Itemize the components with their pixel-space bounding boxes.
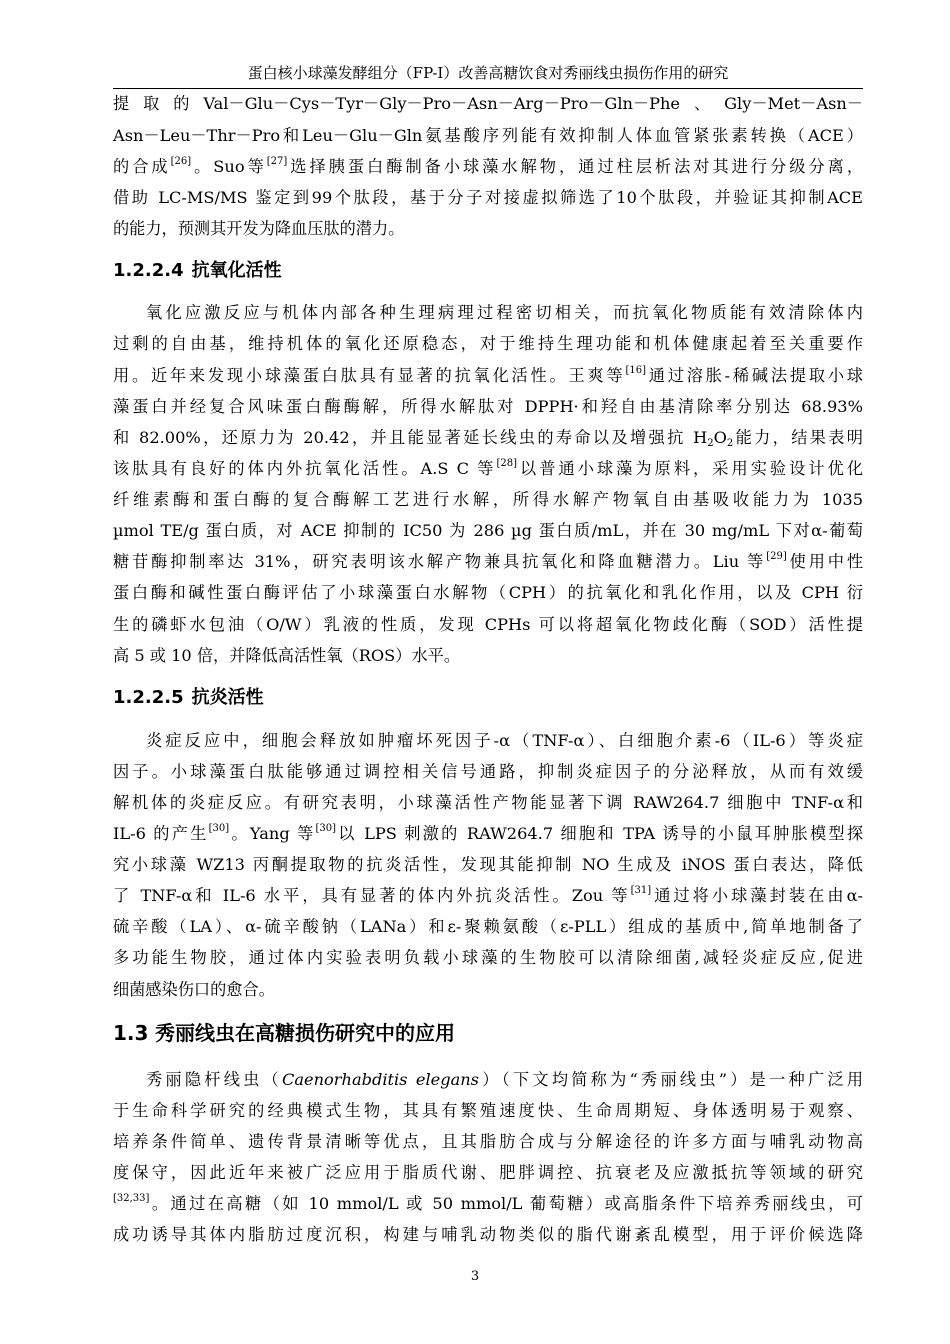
citation: [30] <box>208 823 230 834</box>
body-text-line: 过剩的自由基，维持机体的氧化还原稳态，对于维持生理功能和机体健康起着至关重要作 <box>113 334 863 353</box>
citation: [16] <box>625 365 646 376</box>
citation: [28] <box>496 458 517 469</box>
section-heading: 1.3 秀丽线虫在高糖损伤研究中的应用 <box>113 1021 455 1045</box>
body-text-line: 了 TNF-α和 IL-6 水平，具有显著的体内外抗炎活性。Zou 等[31]通过将小球藻封装在由α- <box>113 885 863 905</box>
body-text-line: [32,33]。通过在高糖（如 10 mmol/L 或 50 mmol/L 葡萄糖）或高脂条件下培养秀丽线虫，可 <box>113 1193 863 1213</box>
body-text-line: 炎症反应中，细胞会释放如肿瘤坏死因子-α（TNF-α）、白细胞介素-6（IL-6）等炎症 <box>146 731 863 750</box>
citation: [27] <box>266 156 288 167</box>
body-text-line: 硫辛酸（LA）、α-硫辛酸钠（LANa）和ε-聚赖氨酸（ε-PLL）组成的基质中,简单地制备了 <box>113 917 863 936</box>
body-text-line: 借助 LC-MS/MS 鉴定到99个肽段，基于分子对接虚拟筛选了10个肽段，并验证其抑制ACE <box>113 188 863 207</box>
page-number: 3 <box>470 1269 480 1284</box>
body-text-line: 提取的Val－Glu－Cys－Tyr－Gly－Pro－Asn－Arg－Pro－Gln－Phe、Gly－Met－Asn－ <box>113 94 863 113</box>
body-text-line: 解机体的炎症反应。有研究表明，小球藻活性产物能显著下调 RAW264.7 细胞中 TNF-α和 <box>113 793 863 812</box>
body-text-line: Asn－Leu－Thr－Pro和Leu－Glu－Gln氨基酸序列能有效抑制人体血管紧张素转换（ACE） <box>113 126 863 145</box>
body-text-line: 度保守，因此近年来被广泛应用于脂质代谢、肥胖调控、抗衰老及应激抵抗等领域的研究 <box>113 1163 863 1182</box>
body-text-line: µmol TE/g 蛋白质，对 ACE 抑制的 IC50 为 286 µg 蛋白质/mL，并在 30 mg/mL 下对α-葡萄 <box>113 521 863 540</box>
body-text-line: 究小球藻 WZ13 丙酮提取物的抗炎活性，发现其能抑制 NO 生成及 iNOS 蛋白表达，降低 <box>113 855 863 874</box>
body-text-line: 糖苷酶抑制率达 31%，研究表明该水解产物兼具抗氧化和降血糖潜力。Liu 等[29]使用中性 <box>113 551 864 571</box>
citation: [31] <box>630 885 652 896</box>
body-text-line: 的合成[26]。Suo等[27]选择胰蛋白酶制备小球藻水解物，通过柱层析法对其进行分级分离， <box>113 156 864 176</box>
body-text-line: 细菌感染伤口的愈合。 <box>113 980 275 999</box>
body-text-line: 藻蛋白并经复合风味蛋白酶酶解，所得水解肽对 DPPH·和羟自由基清除率分别达 68.93% <box>113 397 863 416</box>
citation: [26] <box>170 156 192 167</box>
body-text-line: 和 82.00%，还原力为 20.42，并且能显著延长线虫的寿命以及增强抗 $H_2O_2$能力，结果表明 <box>113 428 863 449</box>
body-text-line: 培养条件简单、遗传背景清晰等优点，且其脂肪合成与分解途径的许多方面与哺乳动物高 <box>113 1132 863 1151</box>
section-heading: 1.2.2.5 抗炎活性 <box>113 687 264 708</box>
species-name: Caenorhabditis elegans <box>282 1070 479 1089</box>
section-heading: 1.2.2.4 抗氧化活性 <box>113 260 282 281</box>
body-text-line: 该肽具有良好的体内外抗氧化活性。A.S C 等[28]以普通小球藻为原料，采用实验设计优化 <box>113 458 864 478</box>
body-text-line: 多功能生物胶，通过体内实验表明负载小球藻的生物胶可以清除细菌,减轻炎症反应,促进 <box>113 948 863 967</box>
header-rule <box>113 88 863 89</box>
body-text-line: 于生命科学研究的经典模式生物，其具有繁殖速度快、生命周期短、身体透明易于观察、 <box>113 1101 863 1120</box>
body-text-line: 用。近年来发现小球藻蛋白肽具有显著的抗氧化活性。王爽等[16]通过溶胀-稀碱法提取小球 <box>113 365 863 385</box>
body-text-line: 纤维素酶和蛋白酶的复合酶解工艺进行水解，所得水解产物氧自由基吸收能力为 1035 <box>113 490 863 509</box>
running-header: 蛋白核小球藻发酵组分（FP-I）改善高糖饮食对秀丽线虫损伤作用的研究 <box>247 64 729 82</box>
citation: [32,33] <box>113 1193 150 1204</box>
body-text-line: 秀丽隐杆线虫（Caenorhabditis elegans）（下文均简称为“秀丽线虫”）是一种广泛用 <box>146 1070 864 1089</box>
body-text-line: 蛋白酶和碱性蛋白酶评估了小球藻蛋白水解物（CPH）的抗氧化和乳化作用，以及 CPH 衍 <box>113 583 863 602</box>
body-text-line: 生的磷虾水包油（O/W）乳液的性质，发现 CPHs 可以将超氧化物歧化酶（SOD）活性提 <box>113 615 863 634</box>
body-text-line: 高 5 或 10 倍，并降低高活性氧（ROS）水平。 <box>113 646 461 665</box>
body-text-line: 的能力，预测其开发为降血压肽的潜力。 <box>113 219 405 238</box>
body-text-line: 因子。小球藻蛋白肽能够通过调控相关信号通路，抑制炎症因子的分泌释放，从而有效缓 <box>113 762 863 781</box>
body-text-line: IL-6 的产生[30]。Yang 等[30]以 LPS 刺激的 RAW264.7 细胞和 TPA 诱导的小鼠耳肿胀模型探 <box>113 823 863 843</box>
citation: [29] <box>766 551 787 562</box>
body-text-line: 氧化应激反应与机体内部各种生理病理过程密切相关，而抗氧化物质能有效清除体内 <box>146 303 863 322</box>
body-text-line: 成功诱导其体内脂肪过度沉积，构建与哺乳动物类似的脂代谢紊乱模型，用于评价候选降 <box>113 1225 863 1244</box>
citation: [30] <box>315 823 337 834</box>
